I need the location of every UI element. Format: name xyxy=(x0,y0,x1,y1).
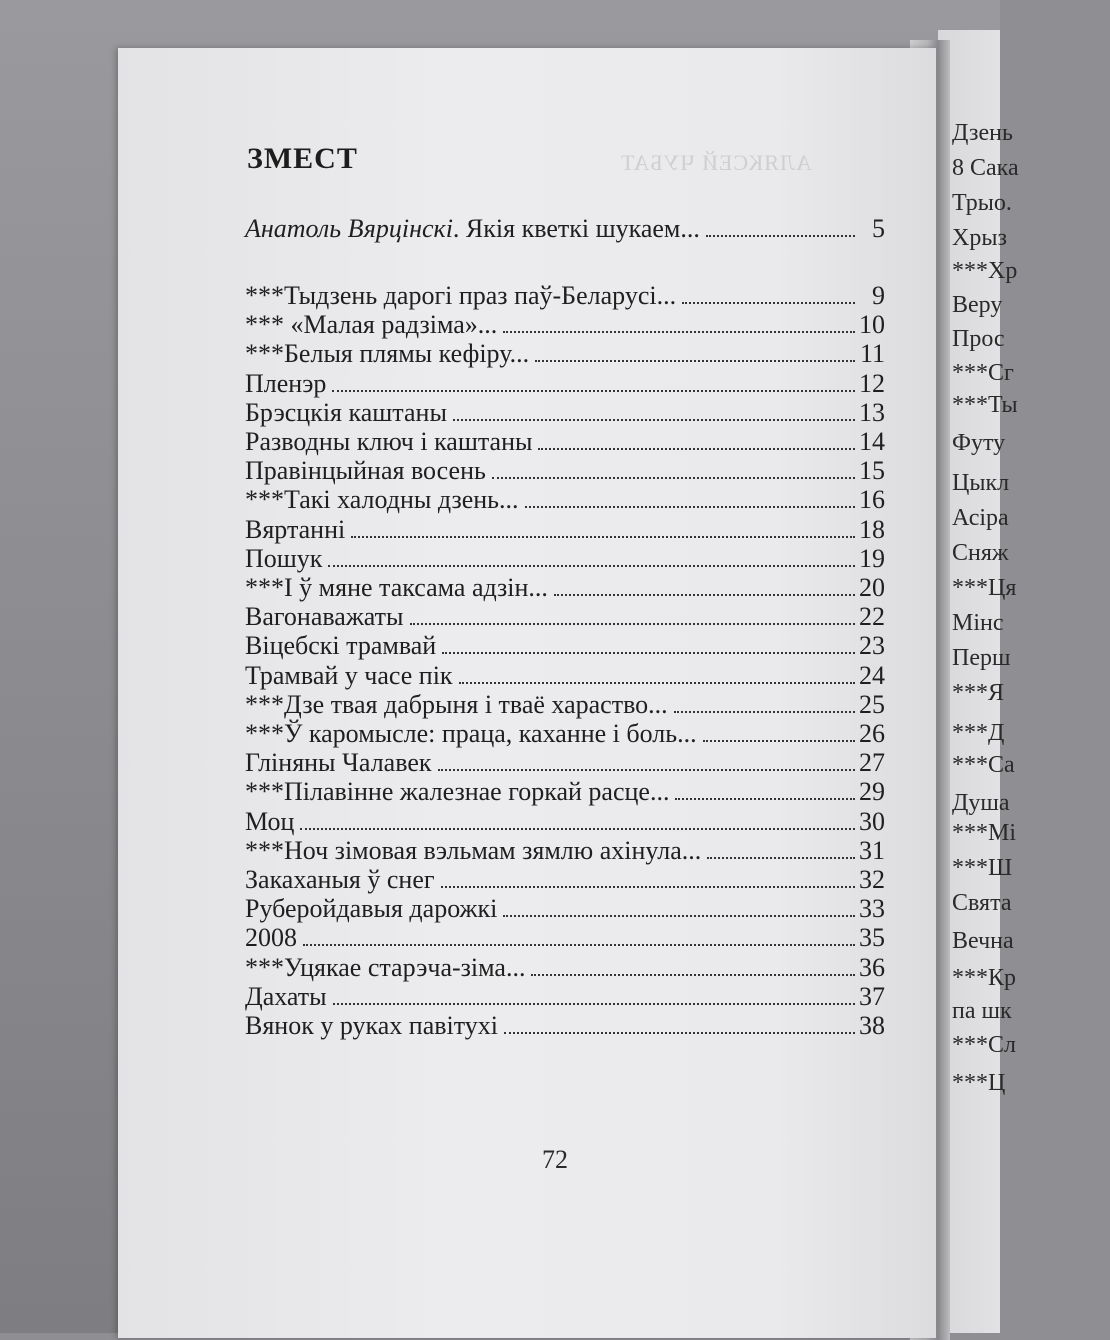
toc-entry-title: ***Пілавінне жалезнае горкай расце... xyxy=(245,777,670,806)
toc-entry xyxy=(245,456,885,486)
dot-leader xyxy=(332,389,855,392)
toc-entry-title: Руберойдавыя дарожкі xyxy=(245,894,498,923)
dot-leader xyxy=(682,301,855,304)
facing-page-fragment: ***Кр xyxy=(952,965,1017,991)
facing-page-fragment: Трыо. xyxy=(952,190,1012,216)
facing-page-fragment: Футу xyxy=(952,430,1006,456)
facing-page-fragment: па шк xyxy=(952,998,1012,1024)
intro-title: . Якія кветкі шукаем... xyxy=(452,214,700,243)
facing-page-fragment: Мінс xyxy=(952,610,1004,636)
dot-leader xyxy=(531,973,855,976)
dot-leader xyxy=(328,564,855,567)
dot-leader xyxy=(504,1031,855,1034)
toc-entry-title: ***І ў мяне таксама адзін... xyxy=(245,573,548,602)
toc-entry-title: ***Дзе твая дабрыня і тваё харaство... xyxy=(245,690,668,719)
toc-intro-row xyxy=(245,214,885,244)
toc-entry-page: 24 xyxy=(859,661,885,690)
facing-page-fragment: ***Са xyxy=(952,752,1015,778)
dot-leader xyxy=(453,418,855,421)
facing-page-fragment: Сняж xyxy=(952,540,1009,566)
toc-entry-title: Вяртанні xyxy=(245,515,346,544)
toc-entry-title: Вагонаважаты xyxy=(245,602,404,631)
toc-entry-page: 27 xyxy=(859,748,885,777)
dot-leader xyxy=(300,827,855,830)
toc-entry-page: 11 xyxy=(859,339,885,368)
facing-page-fragment: ***Сл xyxy=(952,1032,1016,1058)
toc-entry xyxy=(245,690,885,720)
toc-entry-page: 25 xyxy=(859,690,885,719)
toc-entry-page: 13 xyxy=(859,398,885,427)
toc-entry xyxy=(245,777,885,807)
dot-leader xyxy=(554,593,855,596)
toc-entry-title: Моц xyxy=(245,807,295,836)
toc-entry-page: 9 xyxy=(872,281,885,310)
toc-entry-page: 36 xyxy=(859,953,885,982)
facing-page-fragment: ***Мі xyxy=(952,820,1017,846)
dot-leader xyxy=(675,797,855,800)
dot-leader xyxy=(459,681,855,684)
toc-entry xyxy=(245,1011,885,1041)
toc-entry xyxy=(245,894,885,924)
toc-entry xyxy=(245,369,885,399)
facing-page-fragment: Душа xyxy=(952,790,1010,816)
intro-author: Анатоль Вярцінскі xyxy=(245,214,453,243)
toc-entry xyxy=(245,865,885,895)
toc-entry xyxy=(245,661,885,691)
facing-page-fragment: ***Ц xyxy=(952,1070,1006,1096)
facing-page-fragment: ***Д xyxy=(952,720,1005,746)
toc-entry-page: 31 xyxy=(859,836,885,865)
dot-leader xyxy=(503,914,855,917)
toc-entry-page: 37 xyxy=(859,982,885,1011)
toc-entry xyxy=(245,398,885,428)
toc-entry-title: ***Тыдзень дарогі праз паў-Беларусі... xyxy=(245,281,677,310)
toc-entry xyxy=(245,427,885,457)
toc-entry xyxy=(245,807,885,837)
dot-leader xyxy=(535,359,855,362)
facing-page-fragment: Цыкл xyxy=(952,470,1010,496)
toc-entry-page: 16 xyxy=(859,485,885,514)
toc-entry xyxy=(245,631,885,661)
toc-entry-title: Закаханыя ў снег xyxy=(245,865,435,894)
toc-entry-title: Пленэр xyxy=(245,369,327,398)
toc-entry-page: 20 xyxy=(859,573,885,602)
dot-leader xyxy=(438,768,855,771)
facing-page-fragment: ***Сг xyxy=(952,360,1014,386)
dot-leader xyxy=(503,330,855,333)
toc-entry-title: ***Уцякае старэча-зіма... xyxy=(245,953,526,982)
dot-leader xyxy=(333,1002,855,1005)
toc-entry xyxy=(245,485,885,515)
toc-entry-page: 23 xyxy=(859,631,885,660)
dot-leader xyxy=(707,856,855,859)
toc-entry xyxy=(245,573,885,603)
facing-page-fragment: ***Я xyxy=(952,680,1005,706)
toc-entry xyxy=(245,602,885,632)
show-through-text: АЛЯКСЕЙ ЧУБАТ xyxy=(620,150,812,175)
toc-entry-page: 15 xyxy=(859,456,885,485)
facing-page-fragment: Вечна xyxy=(952,928,1014,954)
dot-leader xyxy=(492,476,855,479)
toc-entry-page: 14 xyxy=(859,427,885,456)
facing-page-fragment: ***Хр xyxy=(952,258,1018,284)
dot-leader xyxy=(442,651,855,654)
toc-entry xyxy=(245,310,885,340)
toc-entry-page: 35 xyxy=(859,923,885,952)
intro-page-number: 5 xyxy=(872,214,885,243)
dot-leader xyxy=(538,447,855,450)
toc-entry xyxy=(245,953,885,983)
toc-entry-title: *** «Малая радзіма»... xyxy=(245,310,498,339)
contents-heading: ЗМЕСТ xyxy=(247,142,358,175)
toc-entry-title: Гліняны Чалавек xyxy=(245,748,432,777)
toc-entry-page: 10 xyxy=(859,310,885,339)
toc-entry-title: 2008 xyxy=(245,923,297,952)
toc-entry-title: Брэсцкія каштаны xyxy=(245,398,447,427)
toc-entry-title: Правінцыйная восень xyxy=(245,456,486,485)
toc-entry-title: ***Ў каромысле: праца, каханне і боль... xyxy=(245,719,697,748)
facing-page-fragment: Дзень xyxy=(952,120,1013,146)
toc-entry xyxy=(245,544,885,574)
facing-page-fragment: Асіра xyxy=(952,505,1009,531)
facing-page-fragment: 8 Сака xyxy=(952,155,1019,181)
toc-entry-title: Дахаты xyxy=(245,982,327,1011)
dot-leader xyxy=(703,739,855,742)
toc-entry-title: ***Такі халодны дзень... xyxy=(245,485,519,514)
toc-entry-title: Разводны ключ і каштаны xyxy=(245,427,533,456)
toc-entry-page: 33 xyxy=(859,894,885,923)
toc-entry-page: 19 xyxy=(859,544,885,573)
toc-entry-page: 38 xyxy=(859,1011,885,1040)
toc-entry xyxy=(245,748,885,778)
dot-leader xyxy=(441,885,855,888)
toc-entry-page: 29 xyxy=(859,777,885,806)
facing-page-fragment: Свята xyxy=(952,890,1012,916)
toc-entry xyxy=(245,923,885,953)
dot-leader xyxy=(351,535,855,538)
facing-page-fragment: Веру xyxy=(952,292,1003,318)
facing-page-fragment: ***Ця xyxy=(952,575,1017,601)
toc-entry-page: 12 xyxy=(859,369,885,398)
page-number: 72 xyxy=(542,1145,568,1174)
toc-entry-page: 32 xyxy=(859,865,885,894)
toc-entry xyxy=(245,339,885,369)
facing-page-fragment: ***Ты xyxy=(952,392,1018,418)
toc-entry-title: Вянок у руках павітухі xyxy=(245,1011,498,1040)
toc-entry-title: Пошук xyxy=(245,544,323,573)
toc-entry-title: ***Ноч зімовая вэльмам зямлю ахінула... xyxy=(245,836,702,865)
toc-entry-title: Віцебскі трамвай xyxy=(245,631,437,660)
facing-page-fragment: Хрыз xyxy=(952,225,1007,251)
toc-entry xyxy=(245,515,885,545)
facing-page-fragment: Прос xyxy=(952,326,1005,352)
toc-entry xyxy=(245,281,885,311)
toc-entry xyxy=(245,836,885,866)
dot-leader xyxy=(706,234,855,237)
dot-leader xyxy=(410,622,856,625)
toc-entry-page: 30 xyxy=(859,807,885,836)
toc-entry-title: Трамвай у часе пік xyxy=(245,661,453,690)
toc-entry-page: 22 xyxy=(859,602,885,631)
dot-leader xyxy=(674,710,855,713)
facing-page-fragment: ***Ш xyxy=(952,855,1013,881)
toc-entry xyxy=(245,982,885,1012)
toc-entry xyxy=(245,719,885,749)
facing-page-fragment: Перш xyxy=(952,645,1011,671)
toc-entry-page: 18 xyxy=(859,515,885,544)
dot-leader xyxy=(525,505,855,508)
toc-entry-page: 26 xyxy=(859,719,885,748)
dot-leader xyxy=(303,943,855,946)
toc-entry-title: ***Белыя плямы кефіру... xyxy=(245,339,530,368)
